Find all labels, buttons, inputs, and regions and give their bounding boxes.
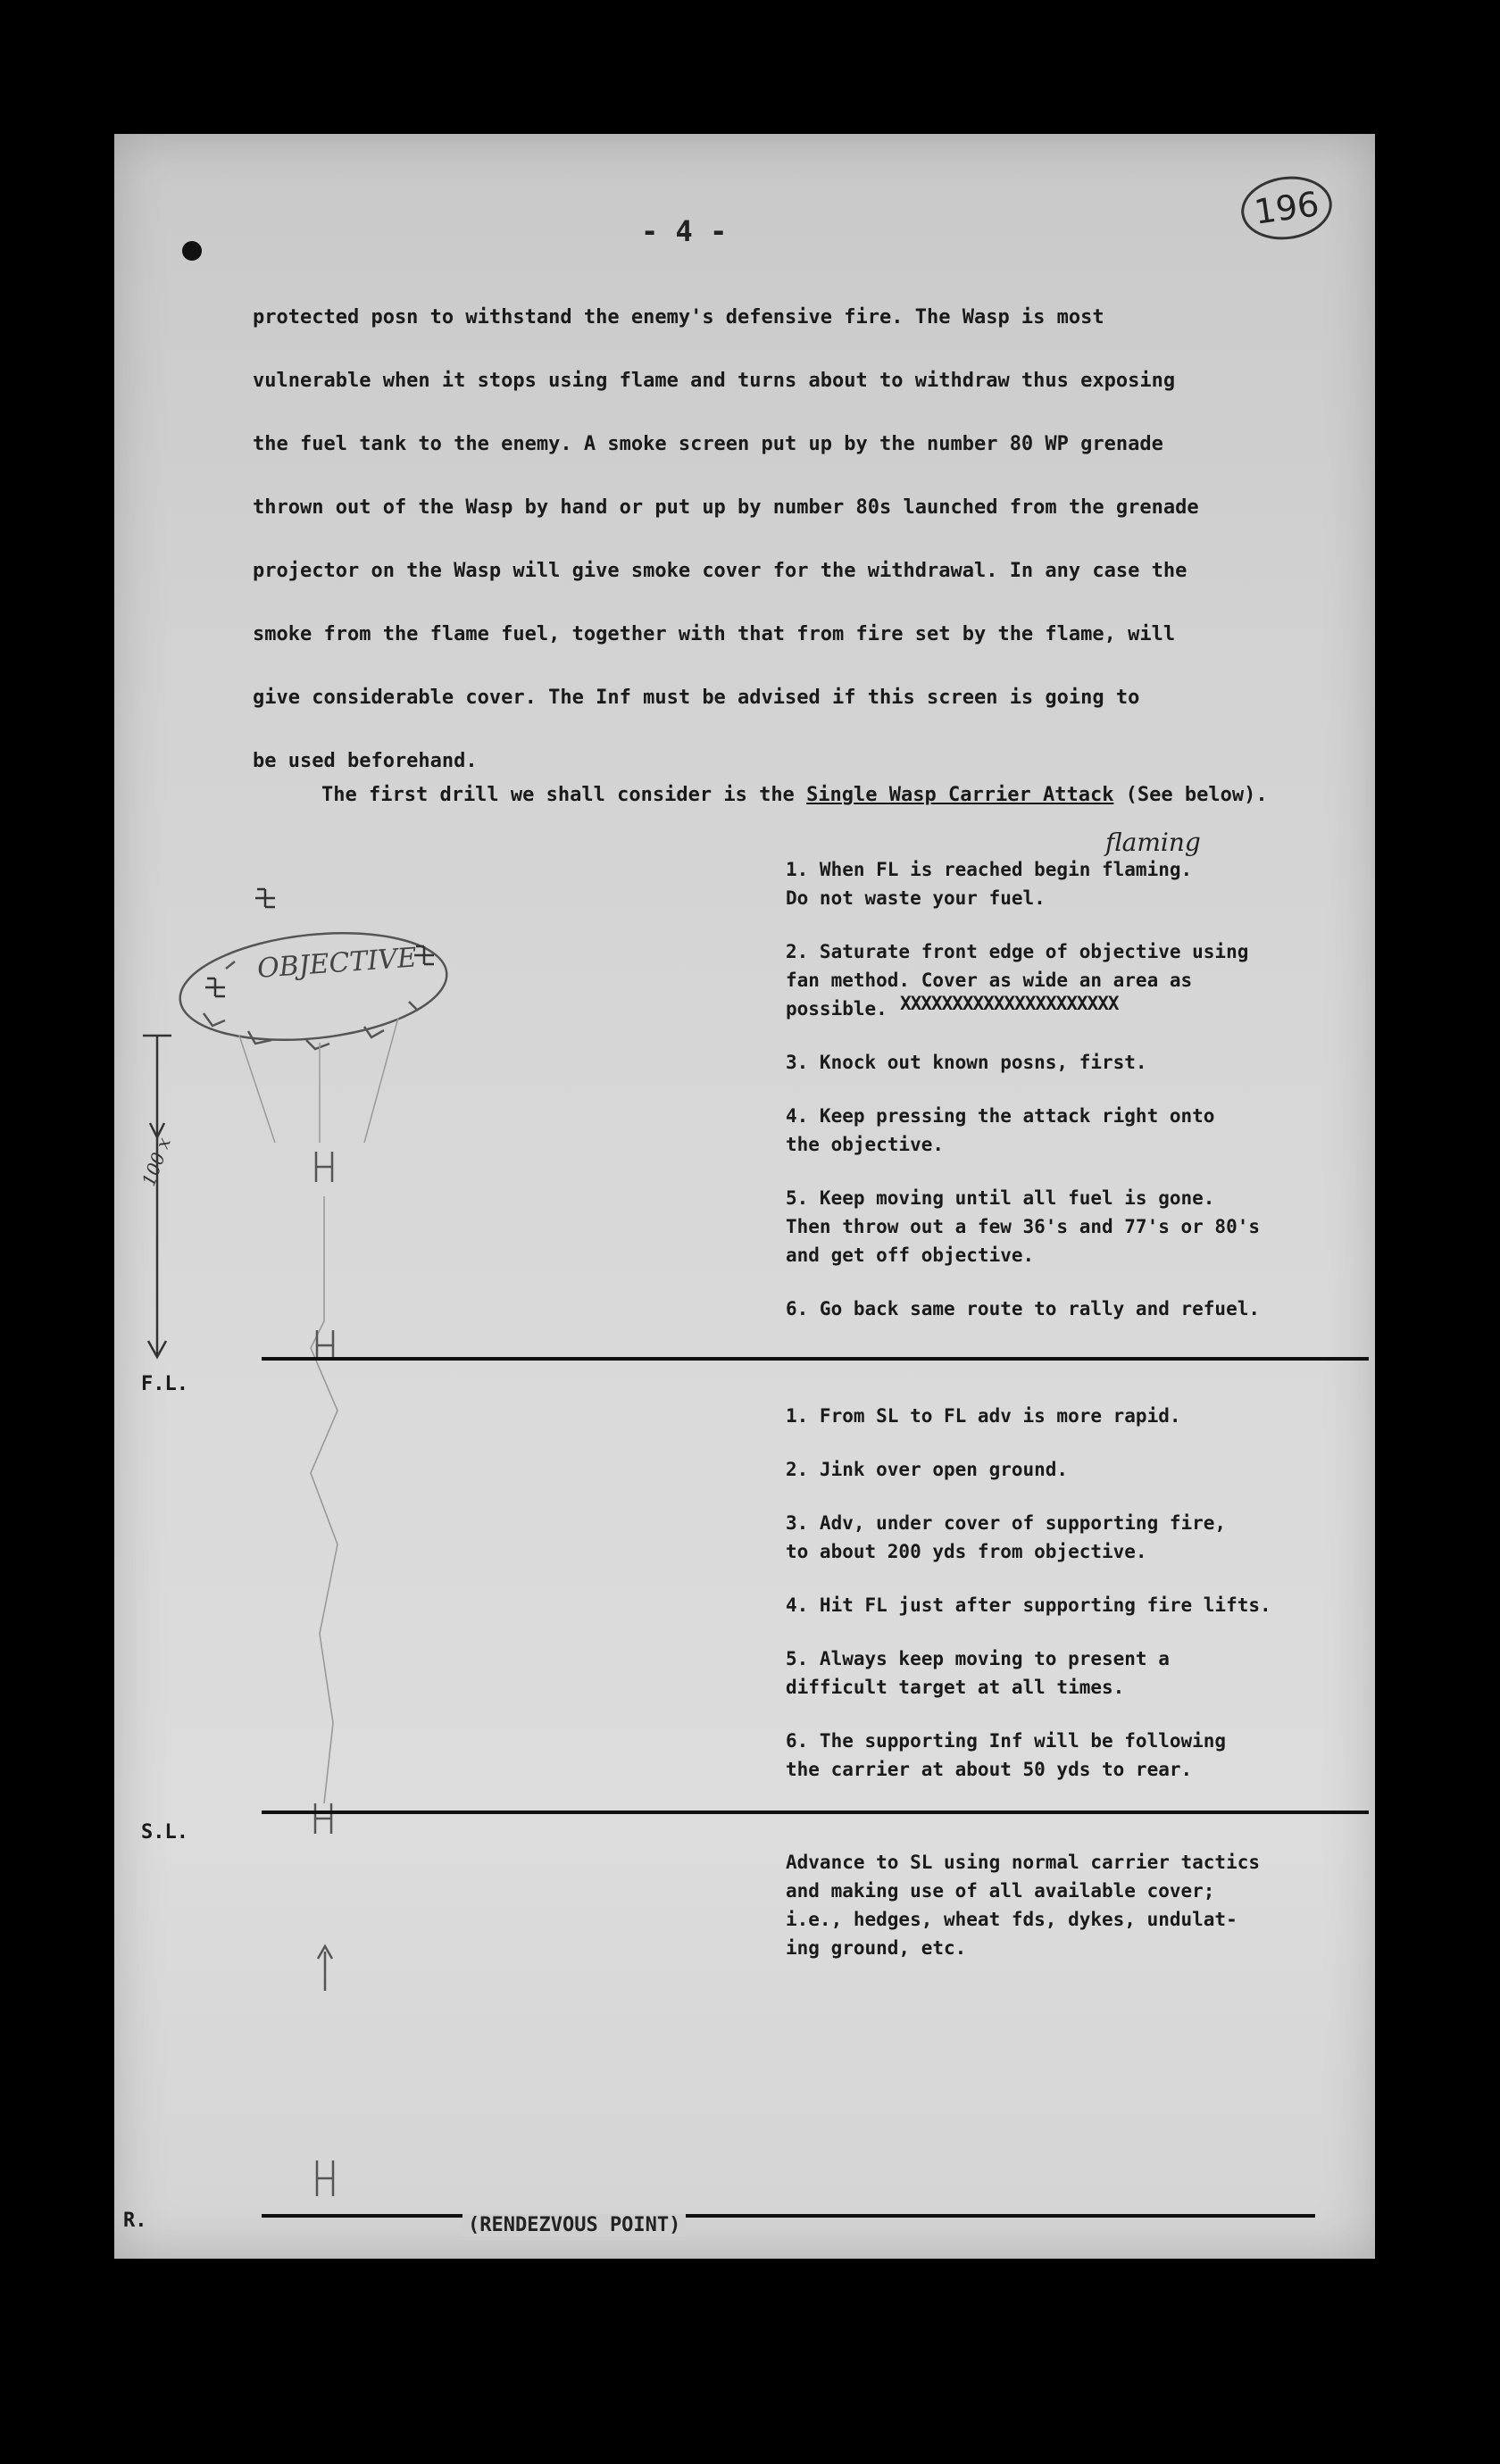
objective-phase-list [786, 855, 1357, 1348]
body-line: projector on the Wasp will give smoke cover for the withdrawal. In any case the [253, 560, 1188, 582]
carrier-h-1 [316, 1152, 332, 1182]
approach-phase-list [786, 1402, 1357, 1809]
rendezvous-rule [262, 2214, 1315, 2218]
list-item: 2. Jink over open ground. [786, 1459, 1069, 1480]
list-item: 4. Keep pressing the attack right onto the objective. [786, 1105, 1215, 1155]
list-item: 4. Hit FL just after supporting fire lifts. [786, 1594, 1271, 1616]
list-item: 1. When FL is reached begin flaming. Do not waste your fuel. [786, 859, 1193, 909]
enemy-symbol-2 [205, 978, 225, 996]
route-zigzag [311, 1196, 338, 1803]
enemy-symbol-3 [414, 946, 434, 964]
objective-label: OBJECTIVE [255, 942, 418, 985]
body-line: smoke from the flame fuel, together with that from fire set by the flame, will [253, 623, 1176, 645]
page-number: - 4 - [641, 214, 728, 248]
body-line: the fuel tank to the enemy. A smoke screen put up by the number 80 WP grenade [253, 433, 1163, 455]
drill-title: Single Wasp Carrier Attack [806, 784, 1114, 806]
start-line-label: S.L. [141, 1821, 188, 1844]
list-item: 5. Always keep moving to present a difficult target at all times. [786, 1648, 1170, 1698]
rendezvous-point-label: (RENDEZVOUS POINT) [462, 2214, 686, 2236]
start-line-rule [262, 1811, 1369, 1814]
enemy-symbol-1 [255, 889, 275, 907]
list-item: 6. Go back same route to rally and refuel. [786, 1298, 1261, 1319]
handwritten-correction: flaming [1105, 828, 1201, 857]
list-item: 6. The supporting Inf will be following the carrier at about 50 yds to rear. [786, 1730, 1227, 1780]
archive-reference-stamp: 196 [1238, 171, 1337, 246]
list-item: 2. Saturate front edge of objective using fan method. Cover as wide an area as possible. [786, 941, 1249, 1020]
body-line: protected posn to withstand the enemy's defensive fire. The Wasp is most [253, 306, 1104, 329]
flame-line-label: F.L. [141, 1373, 188, 1395]
list-item: 1. From SL to FL adv is more rapid. [786, 1405, 1181, 1427]
intro-after: (See below). [1113, 784, 1268, 806]
intro-before: The first drill we shall consider is the [321, 784, 807, 806]
body-line: vulnerable when it stops using flame and turns about to withdraw thus exposing [253, 370, 1176, 392]
rendezvous-label: R. [123, 2210, 147, 2232]
advance-arrow [318, 1946, 332, 1991]
carrier-h-3 [315, 1803, 331, 1834]
carrier-h-4 [317, 2160, 333, 2196]
list-item: Advance to SL using normal carrier tactics and making use of all available cover; i.e., hedges, wheat fds, dykes, undulat- ing ground, etc. [786, 1852, 1261, 1959]
body-line: give considerable cover. The Inf must be advised if this screen is going to [253, 687, 1140, 709]
strikeout-text: XXXXXXXXXXXXXXXXXXXXX [900, 993, 1119, 1014]
document-page [114, 134, 1375, 2259]
body-line: be used beforehand. [253, 750, 478, 772]
list-item: 3. Adv, under cover of supporting fire, to about 200 yds from objective. [786, 1512, 1227, 1562]
list-item: 3. Knock out known posns, first. [786, 1052, 1147, 1073]
carrier-h-2 [317, 1330, 333, 1361]
body-line: thrown out of the Wasp by hand or put up by number 80s launched from the grenade [253, 496, 1199, 519]
list-item: 5. Keep moving until all fuel is gone. Then throw out a few 36's and 77's or 80's and get off objective. [786, 1187, 1261, 1266]
flame-line-rule [262, 1357, 1369, 1361]
distance-label: 100 x [138, 1135, 175, 1189]
start-phase-list [786, 1848, 1321, 1987]
